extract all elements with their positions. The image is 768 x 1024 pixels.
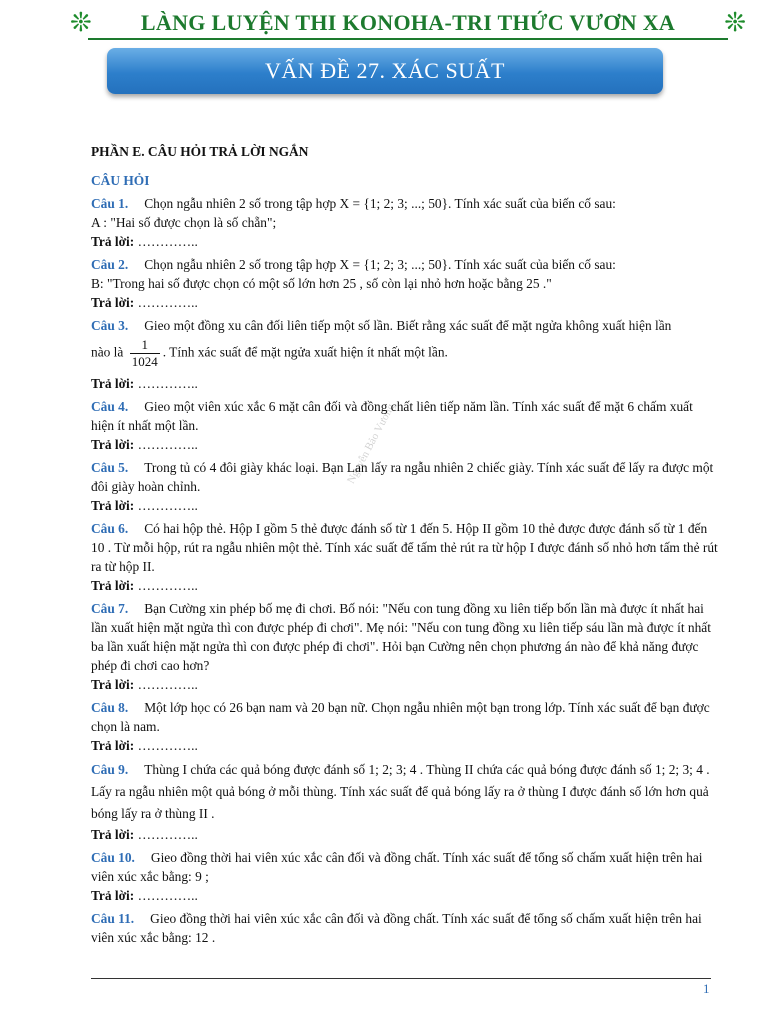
- fraction-numerator: 1: [141, 337, 148, 352]
- question-item: [91, 194, 719, 251]
- question-number: Câu 1.: [91, 196, 129, 211]
- page-number: 1: [703, 981, 710, 996]
- answer-label: Trả lời:: [91, 498, 135, 513]
- snowflake-icon: ❊: [70, 8, 92, 38]
- answer-blank[interactable]: …………..: [137, 738, 198, 753]
- question-item: [91, 698, 719, 755]
- question-text: Chọn ngẫu nhiên 2 số trong tập hợp X = {1; 2; 3; ...; 50}. Tính xác suất của biến cố sau:: [144, 196, 616, 211]
- question-item: [91, 909, 719, 947]
- answer-blank[interactable]: …………..: [137, 234, 198, 249]
- header-title: LÀNG LUYỆN THI KONOHA-TRI THỨC VƯƠN XA: [140, 10, 676, 35]
- question-text: Gieo đồng thời hai viên xúc xắc cân đối và đồng chất. Tính xác suất để tổng số chấm xuất hiện trên hai viên xúc xắc bằng: 12 .: [91, 911, 702, 945]
- answer-blank[interactable]: …………..: [137, 437, 198, 452]
- question-text-line2: nào là: [91, 344, 124, 360]
- answer-blank[interactable]: …………..: [137, 578, 198, 593]
- answer-blank[interactable]: …………..: [137, 677, 198, 692]
- question-text: Trong tủ có 4 đôi giày khác loại. Bạn Lan lấy ra ngẫu nhiên 2 chiếc giày. Tính xác suất để lấy ra được một đôi giày hoàn chỉnh.: [91, 460, 714, 494]
- question-text-line2-end: . Tính xác suất để mặt ngửa xuất hiện ít nhất một lần.: [162, 344, 448, 360]
- answer-label: Trả lời:: [91, 827, 135, 842]
- question-number: Câu 11.: [91, 911, 135, 926]
- fraction: [130, 337, 160, 370]
- watermark: Nguyễn Bảo Vương: [345, 401, 398, 486]
- answer-label: Trả lời:: [91, 376, 135, 391]
- footer-divider: [91, 978, 711, 979]
- subsection-title: CÂU HỎI: [91, 173, 150, 188]
- question-item: [91, 599, 719, 694]
- answer-blank[interactable]: …………..: [137, 888, 198, 903]
- question-text: Thùng I chứa các quả bóng được đánh số 1; 2; 3; 4 . Thùng II chứa các quả bóng được đánh số 1; 2; 3; 4 . Lấy ra ngẫu nhiên một quả bóng ở mỗi thùng. Tính xác suất để quả bóng lấy ra ở thùng I được đánh số lớn hơn quả bóng lấy ra ở thùng II .: [91, 762, 710, 821]
- worksheet-content: [91, 142, 719, 951]
- answer-blank[interactable]: …………..: [137, 376, 198, 391]
- answer-blank[interactable]: …………..: [137, 498, 198, 513]
- answer-label: Trả lời:: [91, 234, 135, 249]
- question-item: [91, 848, 719, 905]
- question-item: [91, 759, 719, 844]
- question-text: Gieo đồng thời hai viên xúc xắc cân đối và đồng chất. Tính xác suất để tổng số chấm xuất hiện trên hai viên xúc xắc bằng: 9 ;: [91, 850, 703, 884]
- answer-label: Trả lời:: [91, 888, 135, 903]
- question-number: Câu 7.: [91, 601, 129, 616]
- question-text: Bạn Cường xin phép bố mẹ đi chơi. Bố nói: "Nếu con tung đồng xu liên tiếp bốn lần mà được ít nhất hai lần xuất hiện mặt ngửa thì con được phép đi chơi". Mẹ nói: "Nếu con tung đồng xu liên tiếp sáu lần mà được ít nhất ba lần xuất hiện mặt ngửa thì con được phép đi chơi". Hỏi bạn Cường nên chọn phương án nào để khả năng được phép đi chơi cao hơn?: [91, 601, 711, 673]
- question-text: Một lớp học có 26 bạn nam và 20 bạn nữ. Chọn ngẫu nhiên một bạn trong lớp. Tính xác suất để bạn được chọn là nam.: [91, 700, 710, 734]
- answer-label: Trả lời:: [91, 677, 135, 692]
- question-text: Gieo một viên xúc xắc 6 mặt cân đối và đồng chất liên tiếp năm lần. Tính xác suất để mặt 6 chấm xuất hiện ít nhất một lần.: [91, 399, 693, 433]
- answer-label: Trả lời:: [91, 738, 135, 753]
- header-divider: [88, 38, 728, 40]
- question-number: Câu 8.: [91, 700, 129, 715]
- question-text: Chọn ngẫu nhiên 2 số trong tập hợp X = {1; 2; 3; ...; 50}. Tính xác suất của biến cố sau:: [144, 257, 616, 272]
- question-item: [91, 316, 719, 393]
- answer-label: Trả lời:: [91, 295, 135, 310]
- question-text: Gieo một đồng xu cân đối liên tiếp một số lần. Biết rằng xác suất để mặt ngửa không xuất hiện lần: [144, 318, 672, 333]
- section-title: PHẦN E. CÂU HỎI TRẢ LỜI NGẮN: [91, 144, 309, 159]
- question-number: Câu 3.: [91, 318, 129, 333]
- question-number: Câu 10.: [91, 850, 135, 865]
- chapter-banner: [107, 48, 663, 94]
- question-number: Câu 4.: [91, 399, 129, 414]
- snowflake-icon: ❊: [724, 8, 746, 38]
- page-header: [70, 8, 746, 38]
- answer-label: Trả lời:: [91, 437, 135, 452]
- question-item: [91, 458, 719, 515]
- chapter-title: VẤN ĐỀ 27. XÁC SUẤT: [265, 58, 505, 83]
- fraction-denominator: 1024: [131, 354, 158, 369]
- question-item: [91, 519, 719, 595]
- answer-blank[interactable]: …………..: [137, 827, 198, 842]
- question-number: Câu 2.: [91, 257, 129, 272]
- answer-blank[interactable]: …………..: [137, 295, 198, 310]
- question-number: Câu 5.: [91, 460, 129, 475]
- question-number: Câu 9.: [91, 762, 129, 777]
- question-text-line2: A : "Hai số được chọn là số chẵn";: [91, 215, 277, 230]
- answer-label: Trả lời:: [91, 578, 135, 593]
- question-text-line2: B: "Trong hai số được chọn có một số lớn hơn 25 , số còn lại nhỏ hơn hoặc bằng 25 .": [91, 276, 552, 291]
- question-number: Câu 6.: [91, 521, 129, 536]
- question-item: [91, 397, 719, 454]
- question-item: [91, 255, 719, 312]
- question-text: Có hai hộp thẻ. Hộp I gồm 5 thẻ được đánh số từ 1 đến 5. Hộp II gồm 10 thẻ được được đánh số từ 1 đến 10 . Từ mỗi hộp, rút ra ngẫu nhiên một thẻ. Tính xác suất để tấm thẻ rút ra từ hộp I được đánh số nhỏ hơn tấm thẻ rút ra từ hộp II.: [91, 521, 718, 574]
